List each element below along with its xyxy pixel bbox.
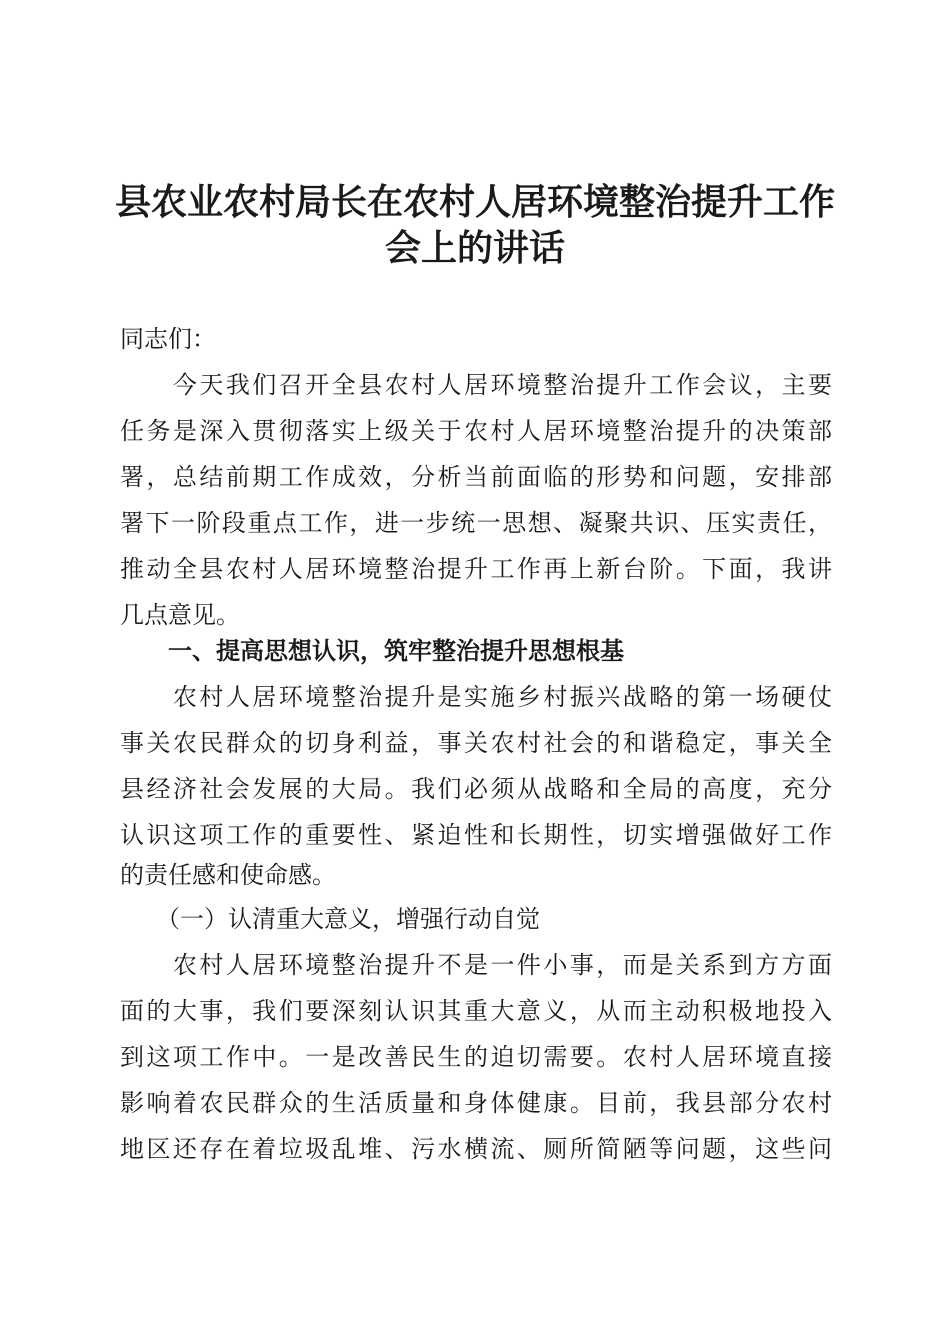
subsection-1-paragraph-line: 地区还存在着垃圾乱堆、污水横流、厕所简陋等问题，这些问 [120,1135,832,1163]
section-1-paragraph-line: 的责任感和使命感。 [120,861,336,889]
section-1-paragraph-line: 事关农民群众的切身利益，事关农村社会的和谐稳定，事关全 [120,729,832,757]
section-1-paragraph-line: 认识这项工作的重要性、紧迫性和长期性，切实增强做好工作 [120,821,832,849]
document-title-line-2: 会上的讲话 [384,227,565,269]
intro-paragraph-line: 几点意见。 [120,601,240,629]
intro-paragraph-line: 任务是深入贯彻落实上级关于农村人居环境整治提升的决策部 [120,417,832,445]
subsection-1-paragraph-line: 面的大事，我们要深刻认识其重大意义，从而主动积极地投入 [120,997,832,1025]
subsection-1-paragraph-line: 到这项工作中。一是改善民生的迫切需要。农村人居环境直接 [120,1043,832,1071]
section-1-heading: 一、提高思想认识，筑牢整治提升思想根基 [120,637,624,665]
intro-paragraph-line: 署下一阶段重点工作，进一步统一思想、凝聚共识、压实责任， [120,509,832,537]
subsection-1-paragraph-line: 农村人居环境整治提升不是一件小事，而是关系到方方面 [120,951,832,979]
subsection-1-paragraph-line: 影响着农民群众的生活质量和身体健康。目前，我县部分农村 [120,1089,832,1117]
subsection-1-heading: （一）认清重大意义，增强行动自觉 [120,905,540,933]
intro-paragraph-line: 推动全县农村人居环境整治提升工作再上新台阶。下面，我讲 [120,555,832,583]
section-1-paragraph-line: 县经济社会发展的大局。我们必须从战略和全局的高度，充分 [120,775,832,803]
salutation: 同志们： [120,325,216,353]
document-title-line-1: 县农业农村局长在农村人居环境整治提升工作 [114,181,835,223]
intro-paragraph-line: 今天我们召开全县农村人居环境整治提升工作会议，主要 [120,371,832,399]
section-1-paragraph-line: 农村人居环境整治提升是实施乡村振兴战略的第一场硬仗 [120,683,832,711]
intro-paragraph-line: 署，总结前期工作成效，分析当前面临的形势和问题，安排部 [120,463,832,491]
